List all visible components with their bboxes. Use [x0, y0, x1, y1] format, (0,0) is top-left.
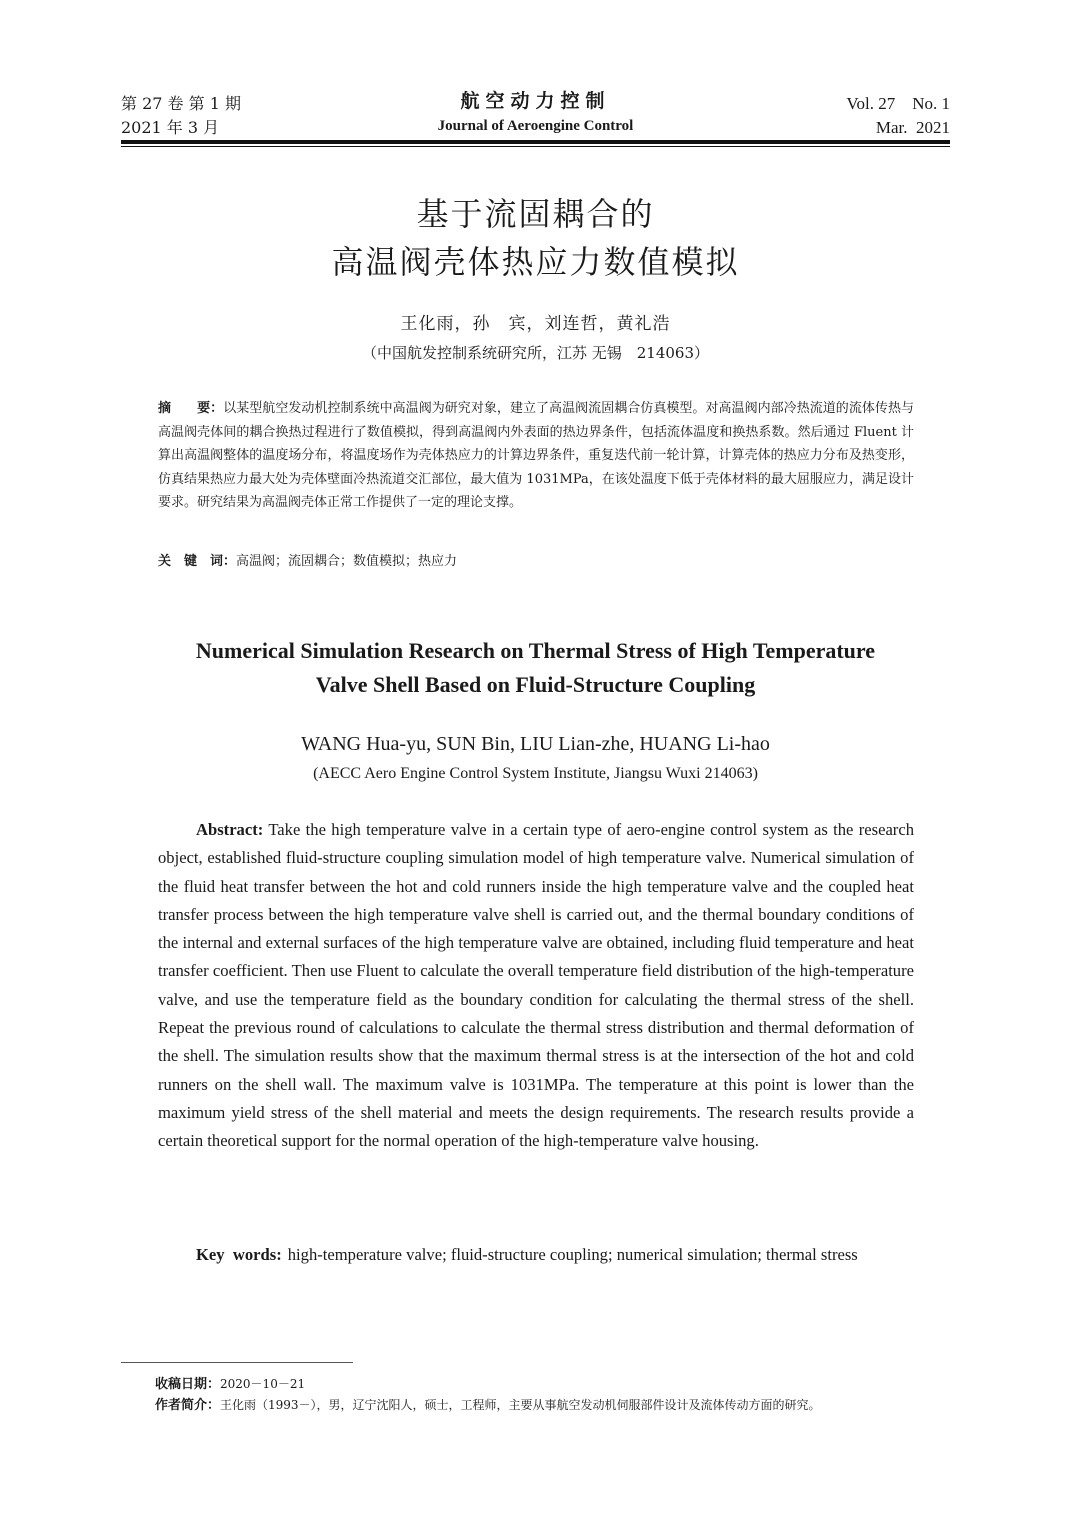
abstract-cn: [158, 397, 914, 515]
header-issue-cn: 第 27 卷 第 1 期: [121, 94, 241, 113]
affiliation-en: (AECC Aero Engine Control System Institute, Jiangsu Wuxi 214063): [313, 765, 758, 782]
paper-title-en: [120, 634, 951, 702]
abstract-cn-label: 摘 要：: [158, 401, 224, 416]
authors-cn: 王化雨，孙 宾，刘连哲，黄礼浩: [400, 314, 671, 334]
header-volume-block: [846, 92, 950, 140]
journal-name-cn: 航空动力控制: [460, 90, 611, 112]
paper-title-en-line1: Numerical Simulation Research on Thermal Stress of High Temperature: [195, 638, 876, 663]
paper-title-cn-line1: 基于流固耦合的: [416, 195, 655, 233]
keywords-en-text: high-temperature valve; fluid-structure coupling; numerical simulation; thermal stress: [287, 1245, 858, 1264]
abstract-cn-text: 以某型航空发动机控制系统中高温阀为研究对象，建立了高温阀流固耦合仿真模型。对高温阀内部冷热流道的流体传热与高温阀壳体间的耦合换热过程进行了数值模拟，得到高温阀内外表面的热边界条件，包括流体温度和换热系数。然后通过 Fluent 计算出高温阀整体的温度场分布，将温度场作为壳体热应力的计算边界条件，重复迭代前一轮计算，计算壳体的热应力分布及热变形，仿真结果热应力最大处为壳体壁面冷热流道交汇部位，最大值为 1031MPa，在该处温度下低于壳体材料的最大屈服应力，满足设计要求。研究结果为高温阀壳体正常工作提供了一定的理论支撑。: [158, 401, 914, 510]
keywords-en-label: Key words:: [196, 1245, 282, 1264]
affiliation-cn: （中国航发控制系统研究所，江苏 无锡 214063）: [361, 344, 710, 362]
abstract-en: [158, 816, 914, 1156]
header-journal-block: [380, 88, 691, 136]
abstract-en-label: Abstract:: [196, 820, 264, 839]
keywords-cn-text: 高温阀；流固耦合；数值模拟；热应力: [236, 554, 458, 569]
footnote-received: [155, 1374, 955, 1395]
author-bio-label: 作者简介：: [155, 1398, 221, 1413]
footnote-author: [155, 1395, 955, 1416]
received-label: 收稿日期：: [155, 1377, 221, 1392]
header-date-en: Mar. 2021: [875, 118, 950, 137]
author-bio-value: 王化雨（1993－），男，辽宁沈阳人，硕士，工程师，主要从事航空发动机伺服部件设计及流体传动方面的研究。: [220, 1398, 821, 1412]
header-rule-thick: [121, 140, 950, 144]
keywords-cn: [158, 551, 914, 573]
footnote-rule: [121, 1362, 353, 1363]
journal-name-en: Journal of Aeroengine Control: [437, 118, 634, 134]
received-value: 2020－10－21: [220, 1377, 306, 1391]
header-rule-thin: [121, 146, 950, 147]
header-volume-en: Vol. 27 No. 1: [846, 94, 950, 113]
paper-title-cn: [100, 190, 971, 286]
abstract-en-text: Take the high temperature valve in a certain type of aero-engine control system as the research object, established fluid-structure coupling simulation model of high temperature valve. Numerical simulation of the fluid heat transfer between the hot and cold runners inside the high temperature valve and the coupled heat transfer process between the high temperature valve shell is carried out, and the thermal boundary conditions of the internal and external surfaces of the high temperature valve are obtained, including fluid temperature and heat transfer coefficient. Then use Fluent to calculate the overall temperature field distribution of the high-temperature valve, and use the temperature field as the boundary condition for calculating the thermal stress of the shell. Repeat the previous round of calculations to calculate the thermal stress distribution and thermal deformation of the shell. The simulation results show that the maximum thermal stress is at the intersection of the hot and cold runners on the shell wall. The maximum valve is 1031MPa. The temperature at this point is lower than the maximum yield stress of the shell material and meets the design requirements. The research results provide a certain theoretical support for the normal operation of the high-temperature valve housing.: [158, 820, 914, 1151]
header-issue-block: [121, 92, 241, 140]
keywords-en: [196, 1241, 914, 1269]
authors-en: WANG Hua-yu, SUN Bin, LIU Lian-zhe, HUANG Li-hao: [301, 733, 770, 755]
paper-title-cn-line2: 高温阀壳体热应力数值模拟: [331, 243, 740, 281]
paper-title-en-line2: Valve Shell Based on Fluid-Structure Coupling: [315, 672, 756, 697]
header-date-cn: 2021 年 3 月: [121, 118, 220, 137]
keywords-cn-label: 关 键 词：: [158, 554, 237, 569]
